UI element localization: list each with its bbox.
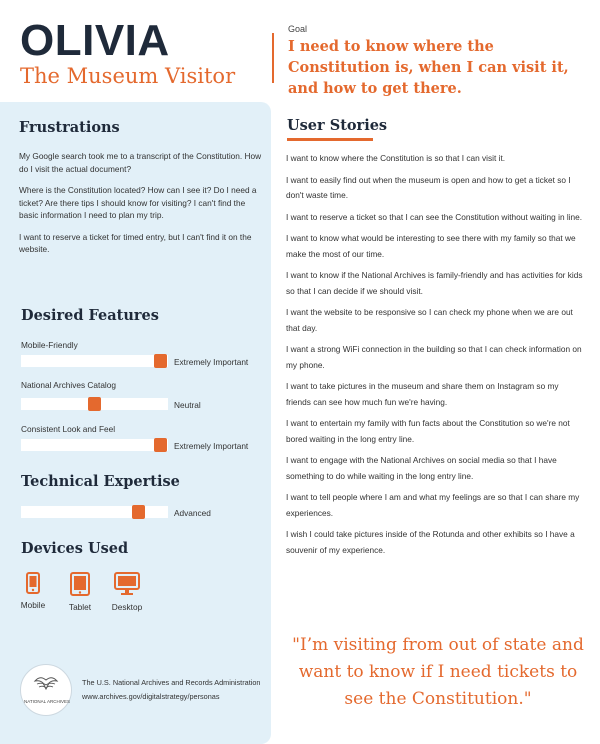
slider-knob: [88, 397, 101, 411]
feature-slider: [21, 355, 168, 367]
devices-heading-text: Devices Used: [21, 540, 129, 557]
technical-expertise-heading-text: Technical Expertise: [21, 473, 180, 490]
device-label: Mobile: [20, 600, 46, 610]
technical-expertise-heading: [21, 473, 180, 490]
slider-knob: [154, 438, 167, 452]
expertise-slider: [21, 506, 168, 518]
device-mobile: [18, 572, 48, 610]
frustration-item: My Google search took me to a transcript of the Constitution. How do I visit the actual document?: [19, 151, 262, 174]
logo-text: NATIONAL ARCHIVES: [23, 699, 70, 704]
eagle-icon: [33, 673, 59, 695]
footer-organization: The U.S. National Archives and Records Administration: [82, 678, 261, 687]
desktop-monitor-icon: [114, 572, 140, 596]
feature-slider: [21, 398, 168, 410]
frustration-item: I want to reserve a ticket for timed entry, but I can't find it on the website.: [19, 231, 252, 254]
user-story-item: I want a strong WiFi connection in the building so that I can check information on my phone.: [286, 344, 582, 370]
user-stories-heading: [287, 117, 387, 141]
user-story-item: I want to know where the Constitution is so that I can visit it.: [286, 153, 506, 163]
persona-role: The Museum Visitor: [20, 64, 236, 88]
user-stories-list: [286, 151, 584, 564]
device-label: Desktop: [111, 602, 143, 612]
feature-value: Extremely Important: [174, 441, 249, 451]
heading-underline: [287, 138, 373, 141]
frustrations-list: [19, 150, 264, 265]
feature-label: Mobile-Friendly: [21, 340, 78, 350]
device-desktop: [108, 572, 146, 612]
user-story-item: I want to easily find out when the museum is open and how to get a ticket so I don't waste time.: [286, 174, 571, 200]
frustrations-heading-text: Frustrations: [19, 119, 120, 136]
persona-name: OLIVIA: [20, 16, 170, 65]
frustration-item: Where is the Constitution located? How can I see it? Do I need a ticket? Are there tips I should know for visiting? I can't find the basic information I need to plan my trip.: [19, 185, 257, 220]
slider-knob: [132, 505, 145, 519]
footer-url[interactable]: www.archives.gov/digitalstrategy/personas: [82, 692, 220, 701]
goal-divider: [272, 33, 274, 83]
feature-slider: [21, 439, 168, 451]
goal-text: I need to know where the Constitution is, when I can visit it, and how to get there.: [288, 38, 569, 97]
device-tablet: [64, 572, 96, 612]
frustrations-heading: [19, 119, 120, 136]
user-story-item: I wish I could take pictures inside of the Rotunda and other exhibits so I have a souvenir of my experience.: [286, 529, 575, 555]
national-archives-logo: [20, 664, 72, 716]
user-stories-heading-text: User Stories: [287, 117, 388, 134]
tablet-icon: [70, 572, 90, 596]
user-story-item: I want to reserve a ticket so that I can see the Constitution without waiting in line.: [286, 211, 583, 222]
expertise-value: Advanced: [174, 508, 211, 518]
desired-features-heading-text: Desired Features: [21, 307, 159, 324]
user-story-item: I want the website to be responsive so I can check my phone when we are out that day.: [286, 307, 573, 333]
user-story-item: I want to take pictures in the museum and share them on Instagram so my friends can see how much fun we're having.: [286, 381, 559, 407]
persona-quote: "I’m visiting from out of state and want to know if I need tickets to see the Constitution.": [292, 635, 584, 709]
goal-label: Goal: [288, 24, 308, 34]
feature-label: National Archives Catalog: [21, 380, 117, 390]
feature-value: Neutral: [174, 400, 201, 410]
desired-features-heading: [21, 307, 159, 324]
user-story-item: I want to engage with the National Archives on social media so that I have something to do while waiting in the long entry line.: [286, 455, 557, 481]
feature-value: Extremely Important: [174, 357, 249, 367]
user-story-item: I want to tell people where I am and what my feelings are so that I can share my experiences.: [286, 492, 580, 518]
user-story-item: I want to know what would be interesting to see there with my family so that we make the most of our time.: [286, 233, 576, 259]
device-label: Tablet: [68, 602, 92, 612]
user-story-item: I want to entertain my family with fun facts about the Constitution so we're not bored waiting in the long entry line.: [286, 418, 570, 444]
user-story-item: I want to know if the National Archives is family-friendly and has activities for kids so that I can decide if we should visit.: [286, 270, 583, 296]
slider-knob: [154, 354, 167, 368]
devices-heading: [21, 540, 128, 557]
feature-label: Consistent Look and Feel: [21, 424, 116, 434]
mobile-phone-icon: [26, 572, 40, 594]
